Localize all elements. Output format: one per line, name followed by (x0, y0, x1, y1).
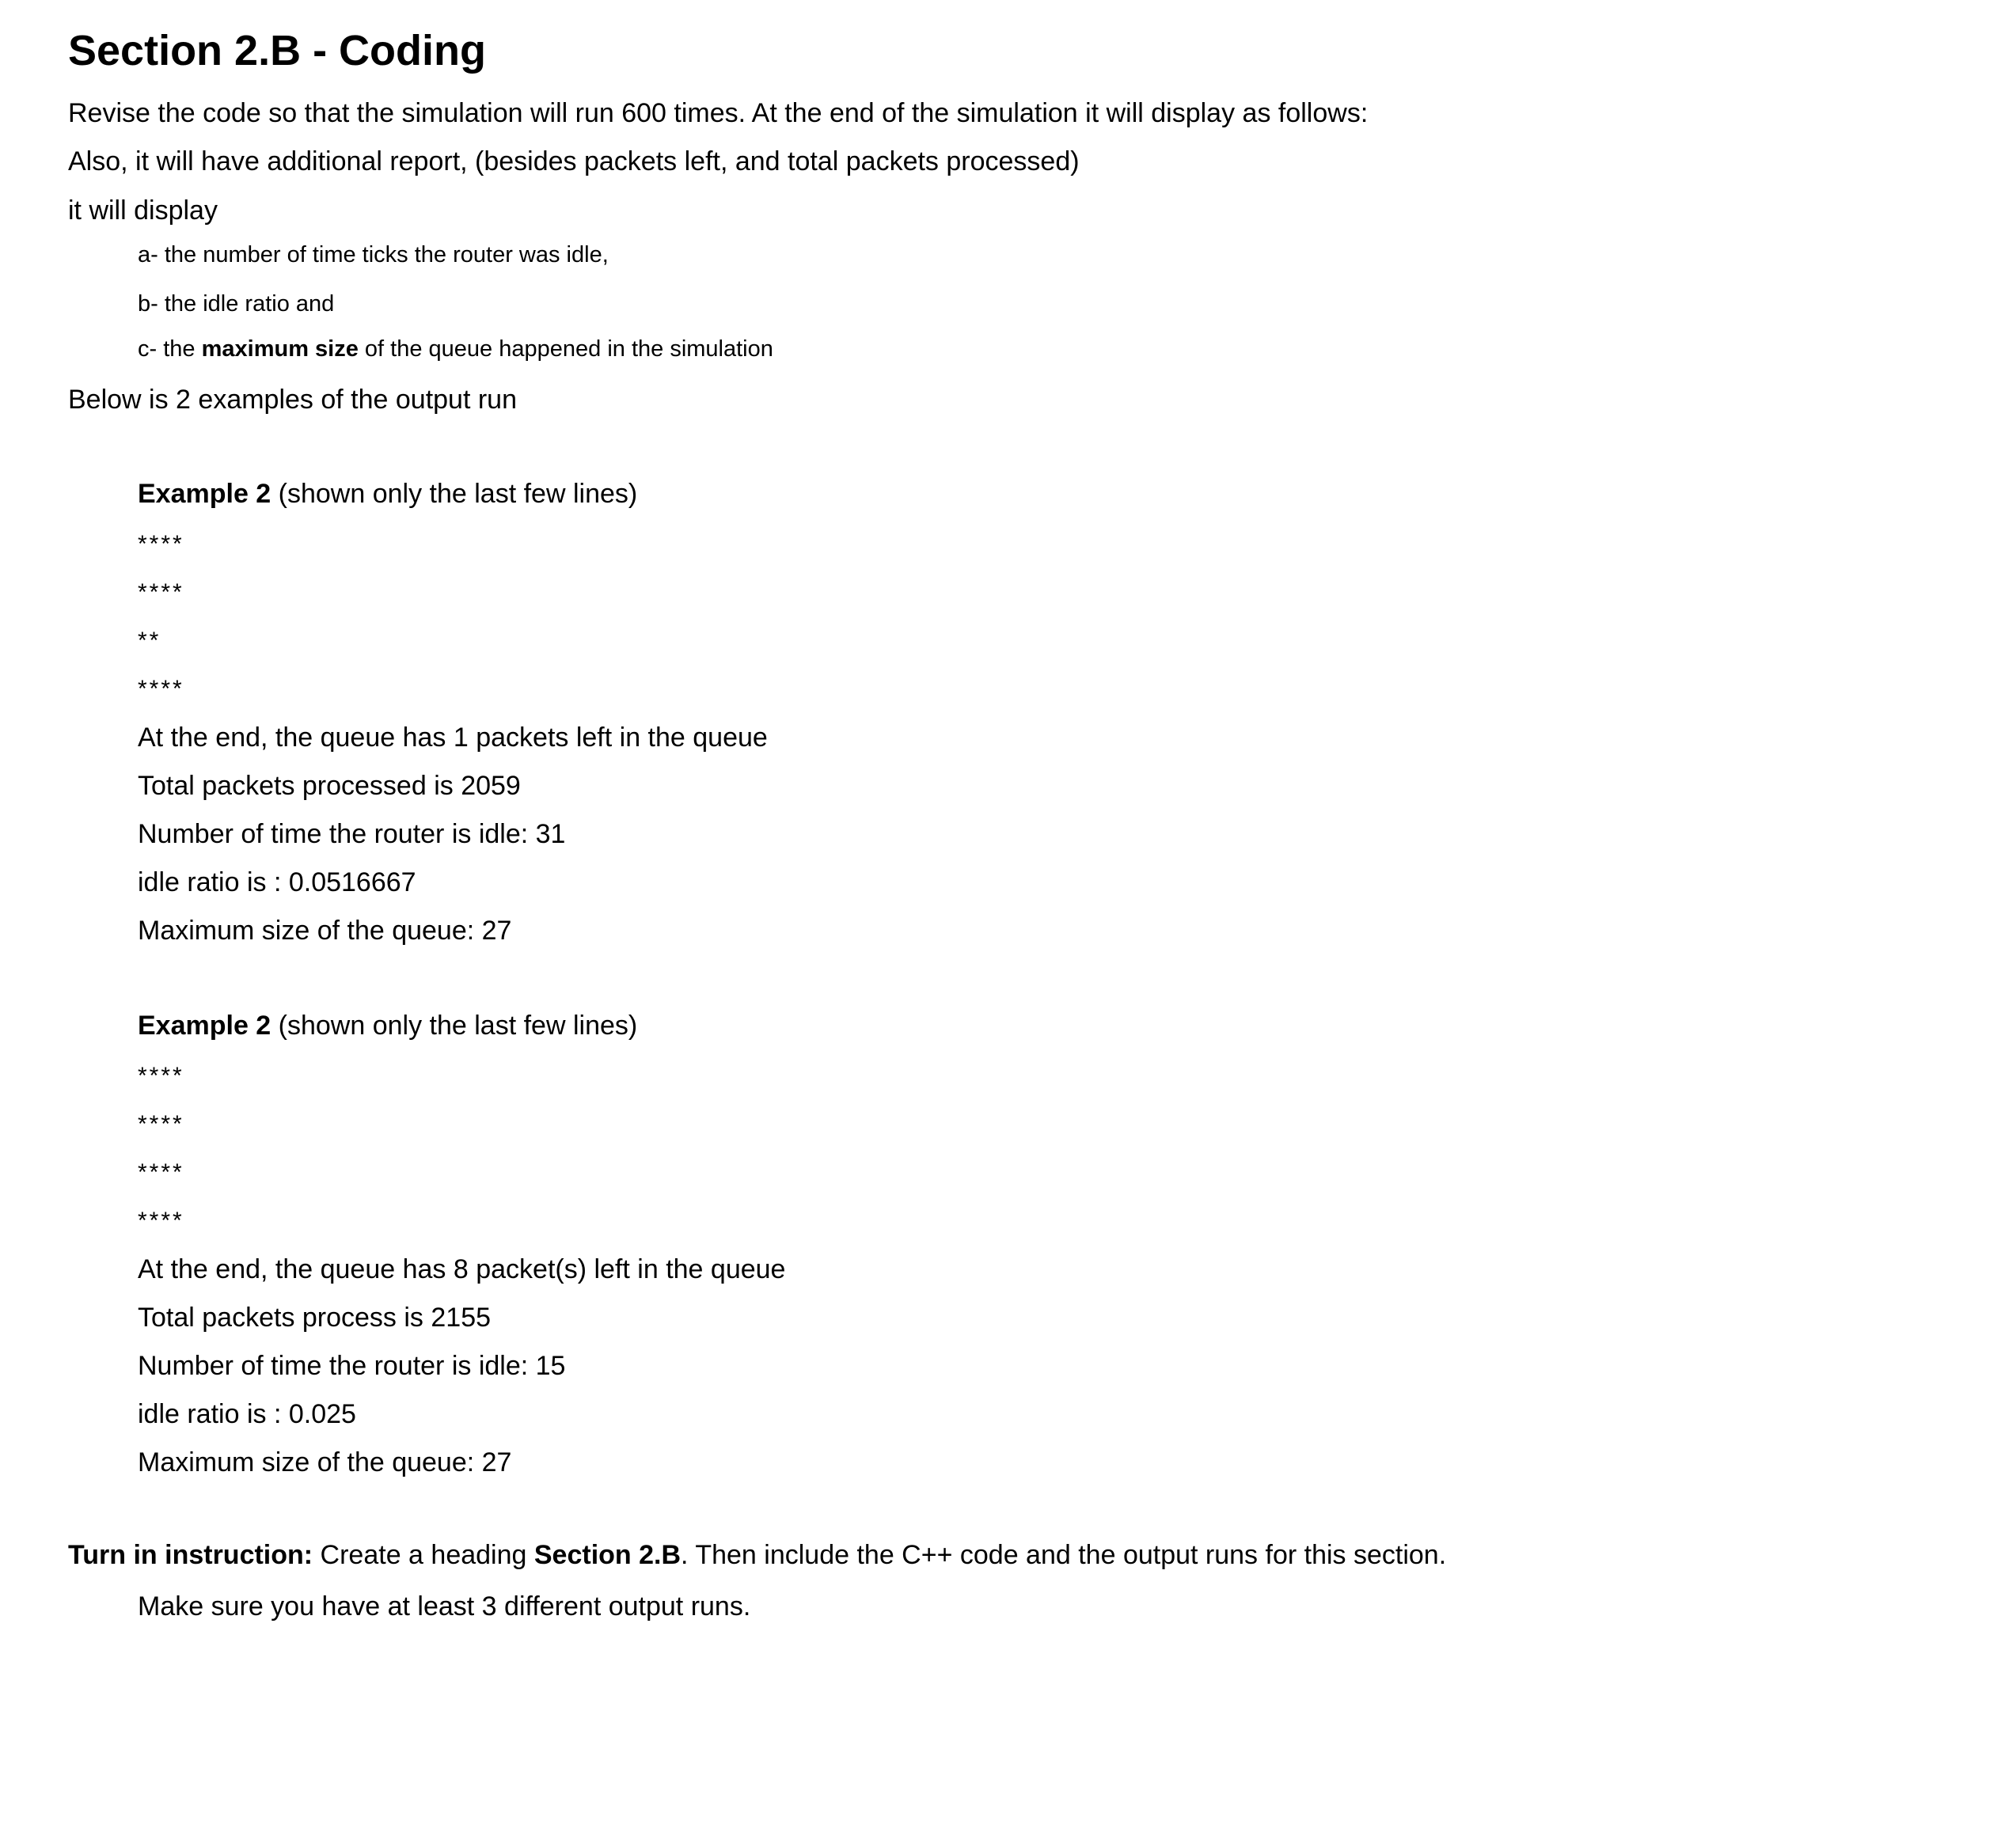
example1-line-5: Maximum size of the queue: 27 (138, 916, 512, 946)
display-item-b: b- the idle ratio and (138, 291, 335, 317)
display-item-c-bold: maximum size (201, 336, 359, 362)
turn-in-instruction (68, 1539, 1446, 1571)
section-heading: Section 2.B - Coding (68, 27, 487, 74)
example2-stars-4: **** (138, 1208, 184, 1234)
example1-line-3: Number of time the router is idle: 31 (138, 819, 566, 849)
example1-stars-4: **** (138, 676, 184, 702)
intro-line-1: Revise the code so that the simulation will run 600 times. At the end of the simulation it will display as follows: (68, 98, 1369, 128)
example1-title-rest: (shown only the last few lines) (271, 479, 638, 509)
turn-in-text-1: Create a heading (313, 1540, 534, 1570)
example1-stars-3: ** (138, 628, 161, 654)
example1-title (138, 478, 637, 510)
example1-line-1: At the end, the queue has 1 packets left in the queue (138, 723, 768, 753)
example2-stars-3: **** (138, 1159, 184, 1185)
example2-title (138, 1010, 637, 1041)
turn-in-label: Turn in instruction: (68, 1540, 313, 1570)
example1-line-2: Total packets processed is 2059 (138, 771, 521, 801)
display-item-c-prefix: c- the (138, 336, 202, 362)
display-item-a: a- the number of time ticks the router was idle, (138, 242, 609, 267)
example2-line-3: Number of time the router is idle: 15 (138, 1351, 566, 1381)
intro-line-3: it will display (68, 195, 218, 226)
example1-stars-2: **** (138, 579, 184, 605)
example2-stars-2: **** (138, 1111, 184, 1137)
example2-stars-1: **** (138, 1063, 184, 1089)
example1-title-bold: Example 2 (138, 479, 271, 509)
examples-intro: Below is 2 examples of the output run (68, 385, 517, 415)
example2-line-2: Total packets process is 2155 (138, 1303, 492, 1333)
example1-line-4: idle ratio is : 0.0516667 (138, 867, 416, 897)
turn-in-line-2: Make sure you have at least 3 different output runs. (138, 1591, 751, 1621)
example1-stars-1: **** (138, 531, 184, 557)
intro-line-2: Also, it will have additional report, (besides packets left, and total packets processed) (68, 146, 1080, 176)
example2-line-5: Maximum size of the queue: 27 (138, 1447, 512, 1477)
example2-title-rest: (shown only the last few lines) (271, 1011, 638, 1041)
display-item-c (138, 335, 773, 363)
example2-line-1: At the end, the queue has 8 packet(s) left in the queue (138, 1254, 786, 1284)
example2-title-bold: Example 2 (138, 1011, 271, 1041)
display-item-c-suffix: of the queue happened in the simulation (358, 336, 773, 362)
turn-in-section-bold: Section 2.B (533, 1540, 681, 1570)
turn-in-text-2: . Then include the C++ code and the output runs for this section. (681, 1540, 1447, 1570)
example2-line-4: idle ratio is : 0.025 (138, 1399, 356, 1429)
